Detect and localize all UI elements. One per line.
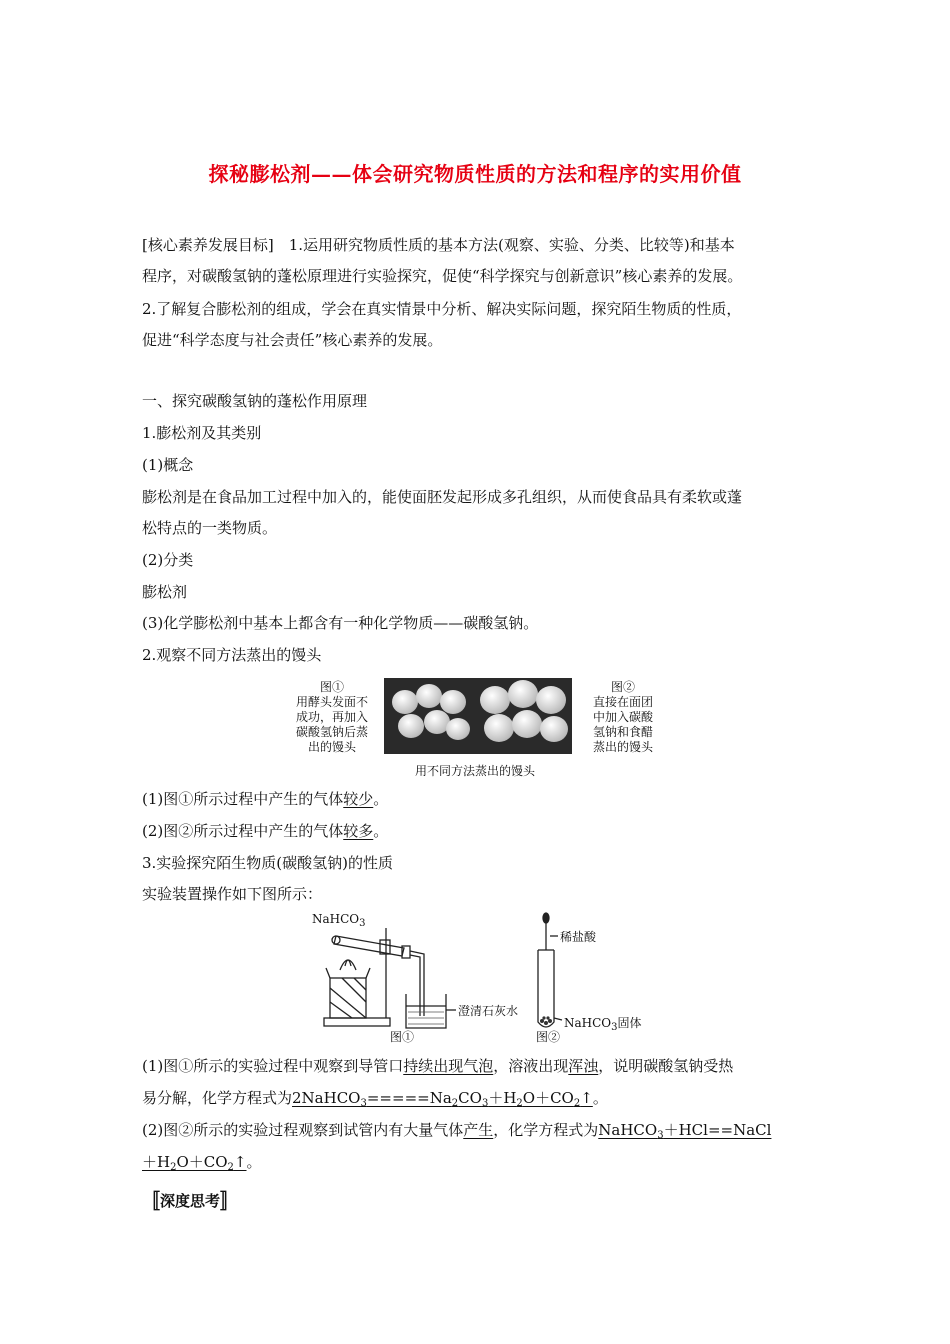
concept-line-1: 膨松剂是在食品加工过程中加入的，能使面胚发起形成多孔组织，从而使食品具有柔软或蓬: [142, 488, 743, 506]
equation-2-part-2: $+H_2O+CO_2↑$: [142, 1153, 247, 1173]
label-lime-water: 澄清石灰水: [458, 1004, 519, 1018]
result-1-line-2: 易分解，化学方程式为$2NaHCO_3=====Na_2CO_3+H_2O+CO_2↑$。: [142, 1089, 608, 1109]
apparatus-figure: [300, 910, 650, 1045]
item-1: 1.膨松剂及其类别: [142, 424, 262, 442]
goals-line-4: 促进“科学态度与社会责任”核心素养的发展。: [142, 331, 443, 349]
label-nahco3-solid: NaHCO$_3$固体: [564, 1016, 642, 1033]
section-3-intro: 实验装置操作如下图所示：: [142, 885, 323, 903]
class-text: 膨松剂: [142, 583, 188, 601]
result-2-line-1: (2)图②所示的实验过程观察到试管内有大量气体产生，化学方程式为NaHCO$_3$＋HCl==NaCl: [142, 1121, 772, 1141]
bracket-close: 〛: [220, 1189, 241, 1213]
concept-label: (1)概念: [142, 456, 194, 474]
label-hydrochloric-acid: 稀盐酸: [560, 930, 597, 944]
section-heading: 一、探究碳酸氢钠的蓬松作用原理: [142, 392, 368, 410]
item-3: (3)化学膨松剂中基本上都含有一种化学物质——碳酸氢钠。: [142, 614, 539, 632]
figure1-left-caption: 图① 用酵头发面不 成功，再加入 碳酸氢钠后蒸 出的馒头: [295, 680, 368, 754]
photo-buns-1: [384, 678, 476, 754]
observation-1: (1)图①所示过程中产生的气体较少。: [142, 790, 389, 808]
result-1-line-1: (1)图①所示的实验过程中观察到导管口持续出现气泡，溶液出现浑浊，说明碳酸氢钠受热: [142, 1057, 734, 1075]
answer-less: 较少: [343, 790, 374, 808]
steamed-buns-figure: [282, 676, 668, 780]
equation-2-part-1: NaHCO$_3$＋HCl==NaCl: [598, 1121, 772, 1141]
concept-line-2: 松特点的一类物质。: [142, 519, 278, 537]
equation-1: $2NaHCO_3=====Na_2CO_3+H_2O+CO_2↑$: [292, 1089, 593, 1109]
bracket-open: 〚: [140, 1189, 160, 1213]
goals-line-2: 程序，对碳酸氢钠的蓬松原理进行实验探究，促使“科学探究与创新意识”核心素养的发展。: [142, 267, 743, 285]
figure1-right-caption: 图② 直接在面团 中加入碳酸 氢钠和食醋 蒸出的馒头: [592, 680, 653, 754]
result-2-line-2: $+H_2O+CO_2↑$。: [142, 1153, 262, 1173]
class-label: (2)分类: [142, 551, 194, 569]
label-nahco3-1: NaHCO$_3$: [312, 912, 366, 929]
deep-thinking-heading: 〚深度思考〛: [140, 1189, 241, 1213]
label-fig-b: 图②: [536, 1030, 561, 1044]
item-2: 2.观察不同方法蒸出的馒头: [142, 646, 322, 664]
page-title: 探秘膨松剂——体会研究物质性质的方法和程序的实用价值: [208, 162, 742, 186]
observation-2: (2)图②所示过程中产生的气体较多。: [142, 822, 389, 840]
figure1-bottom-caption: 用不同方法蒸出的馒头: [414, 764, 535, 778]
goals-line-1: [核心素养发展目标] 1.运用研究物质性质的基本方法(观察、实验、分类、比较等)和基本: [142, 236, 735, 254]
answer-more: 较多: [343, 822, 374, 840]
section-3-heading: 3.实验探究陌生物质(碳酸氢钠)的性质: [142, 854, 394, 872]
label-fig-a: 图①: [390, 1030, 415, 1044]
goals-line-3: 2.了解复合膨松剂的组成，学会在真实情景中分析、解决实际问题，探究陌生物质的性质，: [142, 300, 742, 318]
photo-buns-2: [476, 678, 572, 754]
